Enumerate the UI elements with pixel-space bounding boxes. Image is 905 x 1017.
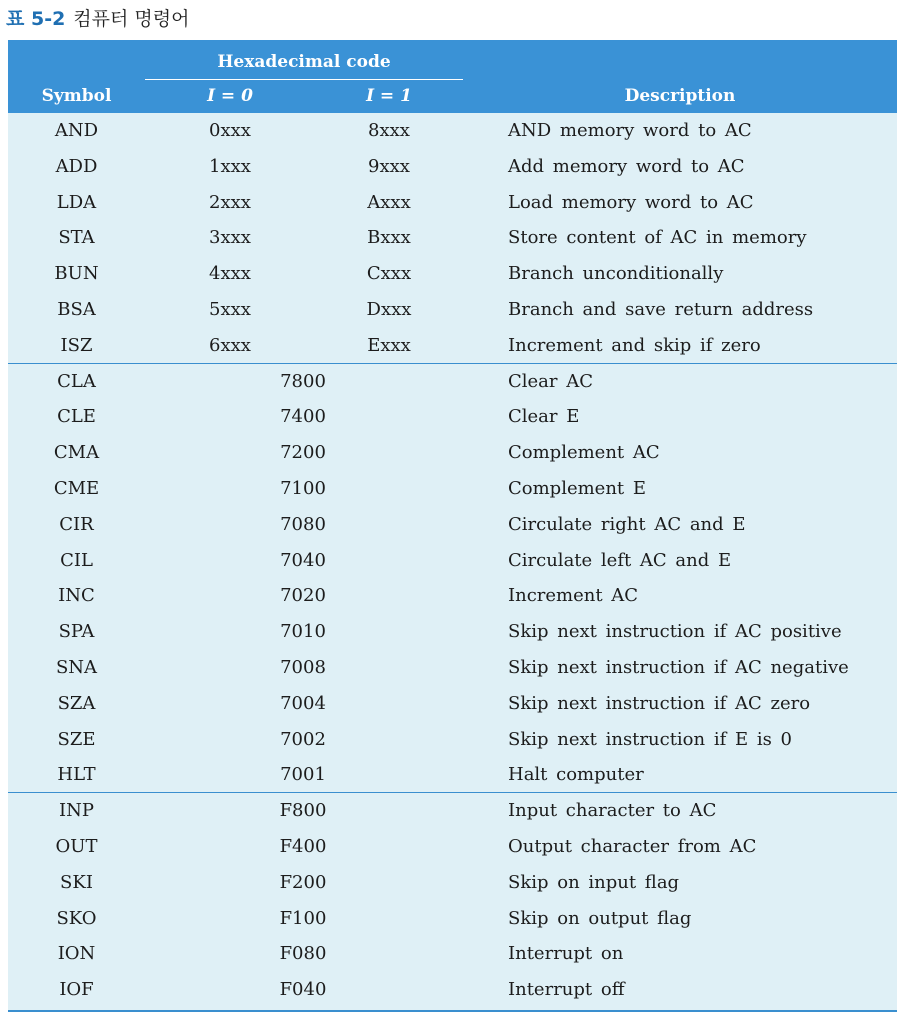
symbol-cell: CMA (53, 442, 100, 464)
symbol-cell: SNA (55, 656, 98, 678)
symbol-cell: CLE (57, 406, 96, 428)
table-row (8, 185, 897, 221)
description-cell: Circulate right AC and E (508, 513, 746, 535)
hex-code-cell: F040 (279, 979, 327, 1001)
description-cell: Interrupt on (508, 943, 624, 965)
table-row (8, 722, 897, 758)
table-header (8, 40, 897, 113)
table-row (8, 543, 897, 579)
table-row (8, 578, 897, 614)
table-row (8, 399, 897, 435)
description-column-heading: Description (624, 86, 736, 106)
hex-code-cell: 7004 (280, 692, 326, 714)
description-cell: Store content of AC in memory (508, 227, 807, 249)
description-cell: Load memory word to AC (508, 191, 754, 213)
hex-code-cell: 7040 (280, 549, 326, 571)
hex-i0-cell: 3xxx (209, 227, 251, 249)
hex-code-cell: 7200 (280, 442, 326, 464)
description-cell: Clear AC (508, 370, 594, 392)
hex-i1-cell: Exxx (367, 334, 411, 356)
symbol-column-heading: Symbol (41, 86, 112, 106)
description-cell: Skip on output flag (508, 907, 692, 929)
symbol-cell: CME (53, 477, 100, 499)
table-title: 컴퓨터 명령어 (73, 8, 190, 30)
hex-code-cell: 7002 (280, 728, 326, 750)
i0-column-heading: I = 0 (207, 86, 253, 106)
description-cell: AND memory word to AC (508, 120, 752, 141)
hex-code-cell: 7008 (280, 656, 326, 678)
symbol-cell: ISZ (60, 334, 93, 356)
table-row (8, 793, 897, 829)
symbol-cell: AND (54, 120, 99, 141)
description-cell: Output character from AC (508, 835, 757, 857)
hex-code-group-rule (145, 79, 463, 80)
table-caption (6, 4, 189, 34)
description-cell: Input character to AC (508, 800, 717, 822)
symbol-cell: BSA (57, 298, 96, 320)
hex-code-cell: F080 (279, 943, 327, 965)
symbol-cell: CLA (57, 370, 96, 392)
symbol-cell: SKI (60, 871, 93, 893)
symbol-cell: IOF (59, 979, 94, 1001)
hex-code-group-heading: Hexadecimal code (217, 52, 391, 72)
table-number: 표 5-2 (6, 8, 66, 30)
hex-code-cell: F100 (279, 907, 327, 929)
symbol-cell: SKO (56, 907, 97, 929)
hex-code-cell: 7001 (280, 764, 326, 786)
description-cell: Increment and skip if zero (508, 334, 761, 356)
table-bottom-rule (8, 1010, 897, 1012)
table-row (8, 936, 897, 972)
description-cell: Interrupt off (508, 979, 625, 1001)
description-cell: Skip next instruction if E is 0 (508, 728, 793, 750)
description-cell: Halt computer (508, 764, 644, 786)
instruction-table (8, 40, 897, 1012)
description-cell: Add memory word to AC (508, 155, 745, 177)
table-row (8, 256, 897, 292)
hex-code-cell: 7010 (280, 621, 326, 643)
hex-i0-cell: 4xxx (209, 263, 251, 285)
table-row (8, 686, 897, 722)
table-row (8, 364, 897, 400)
description-cell: Complement E (508, 477, 647, 499)
table-row (8, 972, 897, 1008)
hex-i1-cell: Axxx (367, 191, 411, 213)
table-row (8, 614, 897, 650)
symbol-cell: INC (58, 585, 95, 607)
hex-i0-cell: 6xxx (209, 334, 251, 356)
hex-i1-cell: Bxxx (367, 227, 411, 249)
symbol-cell: CIL (60, 549, 93, 571)
hex-i0-cell: 2xxx (209, 191, 251, 213)
table-row (8, 292, 897, 328)
description-cell: Skip on input flag (508, 871, 680, 893)
table-body (8, 113, 897, 1008)
hex-code-cell: 7100 (280, 477, 326, 499)
symbol-cell: ADD (55, 155, 98, 177)
description-cell: Increment AC (508, 585, 639, 607)
symbol-cell: SZA (57, 692, 96, 714)
symbol-cell: CIR (59, 513, 94, 535)
description-cell: Complement AC (508, 442, 660, 464)
table-row (8, 829, 897, 865)
hex-i0-cell: 1xxx (209, 155, 251, 177)
hex-i1-cell: 8xxx (368, 120, 410, 141)
hex-code-cell: 7400 (280, 406, 326, 428)
hex-code-cell: F200 (279, 871, 327, 893)
symbol-cell: BUN (54, 263, 99, 285)
symbol-cell: ION (57, 943, 96, 965)
table-row (8, 435, 897, 471)
hex-code-cell: 7800 (280, 370, 326, 392)
hex-code-cell: 7080 (280, 513, 326, 535)
hex-i1-cell: Dxxx (366, 298, 412, 320)
table-row (8, 471, 897, 507)
hex-i1-cell: 9xxx (368, 155, 410, 177)
hex-i0-cell: 0xxx (209, 120, 251, 141)
description-cell: Skip next instruction if AC zero (508, 692, 811, 714)
description-cell: Clear E (508, 406, 580, 428)
description-cell: Skip next instruction if AC negative (508, 656, 849, 678)
symbol-cell: OUT (55, 835, 98, 857)
table-row (8, 901, 897, 937)
hex-code-cell: F800 (279, 800, 327, 822)
table-row (8, 650, 897, 686)
hex-i0-cell: 5xxx (209, 298, 251, 320)
symbol-cell: LDA (56, 191, 97, 213)
description-cell: Skip next instruction if AC positive (508, 621, 842, 643)
table-row (8, 149, 897, 185)
symbol-cell: INP (59, 800, 94, 822)
symbol-cell: STA (58, 227, 95, 249)
symbol-cell: SPA (58, 621, 95, 643)
table-row (8, 757, 897, 793)
table-row (8, 507, 897, 543)
description-cell: Branch unconditionally (508, 263, 724, 285)
description-cell: Branch and save return address (508, 298, 814, 320)
table-row (8, 113, 897, 149)
table-row (8, 328, 897, 364)
i1-column-heading: I = 1 (366, 86, 412, 106)
table-row (8, 220, 897, 256)
hex-i1-cell: Cxxx (366, 263, 412, 285)
hex-code-cell: 7020 (280, 585, 326, 607)
table-row (8, 865, 897, 901)
symbol-cell: SZE (57, 728, 96, 750)
hex-code-cell: F400 (279, 835, 327, 857)
description-cell: Circulate left AC and E (508, 549, 732, 571)
symbol-cell: HLT (57, 764, 96, 786)
